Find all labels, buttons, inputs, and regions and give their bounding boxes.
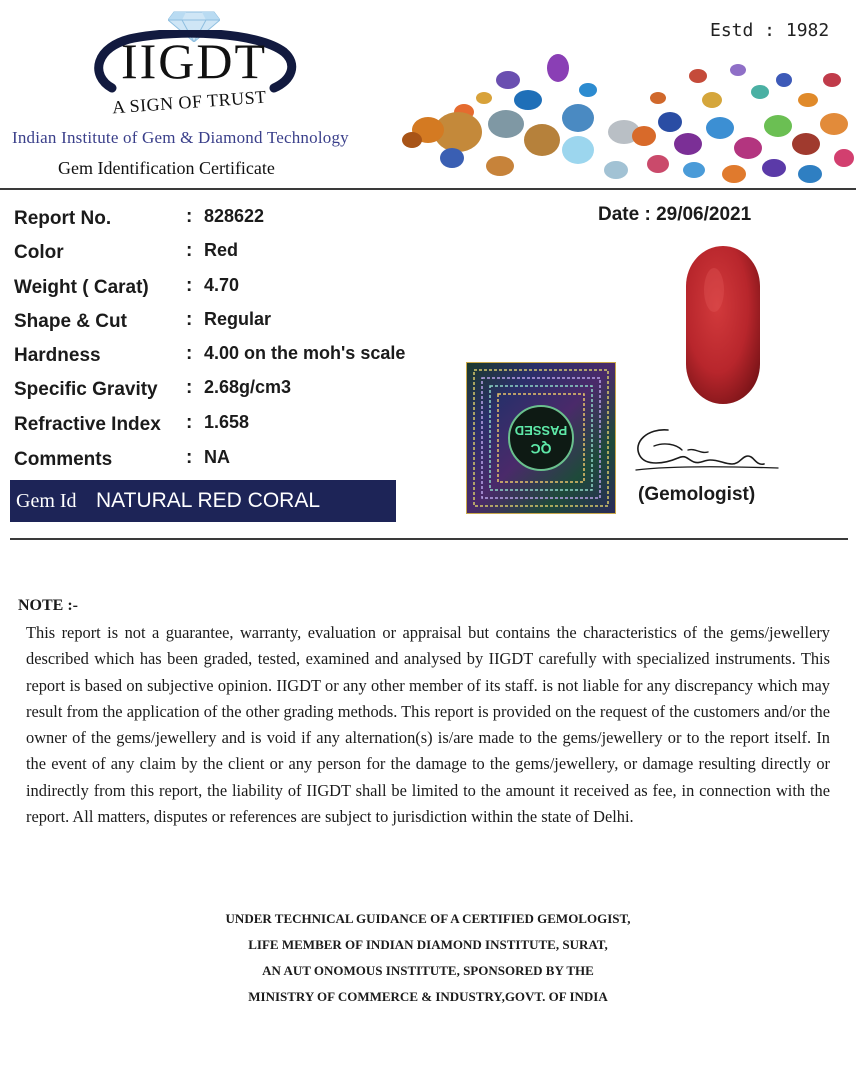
- comments-label: Comments: [14, 449, 113, 470]
- header-divider: [0, 188, 856, 190]
- guidance-line: MINISTRY OF COMMERCE & INDUSTRY,GOVT. OF INDIA: [248, 989, 608, 1004]
- logo-wordmark: IIGDT: [120, 33, 268, 89]
- weight-label: Weight ( Carat): [14, 277, 149, 298]
- note-body: This report is not a guarantee, warranty, evaluation or appraisal but contains the characteristics of the gems/jewellery described which has been graded, tested, examined and analysed by IIGDT carefully with specialized instruments. This report is based on subjective opinion. IIGDT or any other member of its staff. is not liable for any discrepancy which may result from the application of the other grading methods. This report is provided on the request of the customers and/or the owner of the gems/jewellery and is void if any alternation(s) is/are made to the gems/jewellery or to the report itself. In the event of any claim by the client or any person for the damage to the gems/jewellery, or damage resulting directly or indirectly from this report, the liability of IIGDT shall be limited to the amount it received as fee, in connection with the report. All matters, disputes or references are subject to jurisdiction within the state of Delhi.: [26, 623, 830, 827]
- gem-id-value: NATURAL RED CORAL: [96, 489, 321, 512]
- field-colon: :: [186, 447, 193, 468]
- field-colon: :: [186, 240, 193, 261]
- specific-gravity-label: Specific Gravity: [14, 379, 158, 400]
- certificate-title: Gem Identification Certificate: [58, 158, 275, 178]
- institute-name: Indian Institute of Gem & Diamond Technology: [12, 128, 349, 147]
- red-coral-photo: [684, 244, 762, 406]
- weight-value: 4.70: [204, 275, 240, 295]
- gemologist-signature: [628, 420, 788, 476]
- signature-role: (Gemologist): [638, 484, 756, 505]
- report-date: Date : 29/06/2021: [598, 204, 752, 225]
- specific-gravity-value: 2.68g/cm3: [204, 377, 292, 397]
- details-divider: [10, 538, 848, 540]
- shape-cut-value: Regular: [204, 309, 272, 329]
- hardness-value: 4.00 on the moh's scale: [204, 343, 406, 363]
- hardness-label: Hardness: [14, 345, 101, 366]
- color-value: Red: [204, 240, 239, 260]
- gemstones-illustration: [388, 40, 856, 190]
- refractive-index-value: 1.658: [204, 412, 250, 432]
- field-colon: :: [186, 309, 193, 330]
- guidance-line: UNDER TECHNICAL GUIDANCE OF A CERTIFIED GEMOLOGIST,: [225, 911, 631, 926]
- field-colon: :: [186, 377, 193, 398]
- qc-passed-hologram: [466, 362, 616, 514]
- report-number-label: Report No.: [14, 208, 112, 229]
- guidance-line: LIFE MEMBER OF INDIAN DIAMOND INSTITUTE, SURAT,: [248, 937, 608, 952]
- svg-text:QC: QC: [530, 441, 552, 457]
- report-number-value: 828622: [204, 206, 265, 226]
- note-heading: NOTE :-: [18, 597, 78, 614]
- gem-id-prefix: Gem Id: [16, 490, 77, 512]
- logo-tagline: A SIGN OF TRUST: [111, 86, 268, 118]
- comments-value: NA: [204, 447, 230, 467]
- field-colon: :: [186, 343, 193, 364]
- established-year: Estd : 1982: [710, 20, 830, 41]
- field-colon: :: [186, 412, 193, 433]
- svg-text:PASSED: PASSED: [514, 423, 568, 438]
- field-colon: :: [186, 206, 193, 227]
- color-label: Color: [14, 242, 64, 263]
- refractive-index-label: Refractive Index: [14, 414, 161, 435]
- shape-cut-label: Shape & Cut: [14, 311, 127, 332]
- field-colon: :: [186, 275, 193, 296]
- guidance-line: AN AUT ONOMOUS INSTITUTE, SPONSORED BY THE: [262, 963, 594, 978]
